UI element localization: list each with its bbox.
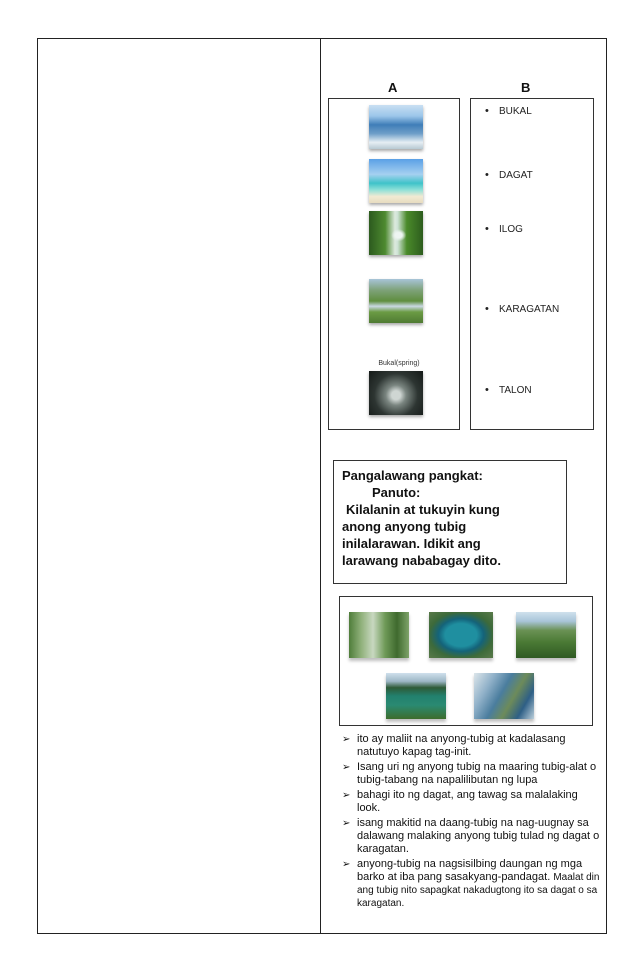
column-a-box xyxy=(328,98,460,430)
instructions-line: Kilalanin at tukuyin kung xyxy=(346,502,500,517)
list-item-bukal: • BUKAL xyxy=(499,106,532,117)
list-item: ➢ bahagi ito ng dagat, ang tawag sa malalaking look. xyxy=(342,789,604,815)
list-item-ilog: • ILOG xyxy=(499,224,523,235)
beach-sea-image xyxy=(369,159,423,203)
river-valley-image xyxy=(369,279,423,323)
column-b-label: B xyxy=(521,80,531,95)
spring-caption: Bukal(spring) xyxy=(378,360,420,367)
mountain-valley-image xyxy=(516,612,576,658)
instructions-heading: Panuto: xyxy=(372,485,421,500)
list-item: ➢ Isang uri ng anyong tubig na maaring tubig-alat o tubig-tabang na napalilibutan ng lupa xyxy=(342,761,604,787)
list-item-karagatan: • KARAGATAN xyxy=(499,304,559,315)
list-item: ➢ ito ay maliit na anyong-tubig at kadalasang natutuyo kapag tag-init. xyxy=(342,733,604,759)
instructions-line: inilalarawan. Idikit ang xyxy=(342,536,481,551)
column-a-label: A xyxy=(388,80,398,95)
descriptions-list xyxy=(342,733,604,912)
column-b-box xyxy=(470,98,594,430)
crater-lake-image xyxy=(386,673,446,719)
list-item: ➢ isang makitid na daang-tubig na nag-uugnay sa dalawang malaking anyong tubig tulad ng dagat o karagatan. xyxy=(342,817,604,856)
group-title: Pangalawang pangkat: xyxy=(342,468,483,483)
instructions-line: anong anyong tubig xyxy=(342,519,467,534)
instructions-line: larawang nababagay dito. xyxy=(342,553,501,568)
spring-image xyxy=(369,371,423,415)
instructions-box xyxy=(333,460,567,584)
list-item-dagat: • DAGAT xyxy=(499,170,533,181)
column-divider xyxy=(320,38,321,934)
list-item: ➢ anyong-tubig na nagsisilbing daungan ng mga barko at iba pang sasakyang-pandagat. Maalat din ang tubig nito sapagkat nakadugtong ito sa dagat o sa karagatan. xyxy=(342,858,604,910)
forest-stream-image xyxy=(349,612,409,658)
description-continuation: Maalat din ang tubig nito sapagkat nakadugtong ito sa dagat o sa karagatan. xyxy=(357,872,600,909)
list-item-talon: • TALON xyxy=(499,385,532,396)
bay-coast-image xyxy=(474,673,534,719)
image-gallery xyxy=(339,596,593,726)
waterfall-image xyxy=(369,211,423,255)
ocean-waves-image xyxy=(369,105,423,149)
lake-aerial-image xyxy=(429,612,493,658)
